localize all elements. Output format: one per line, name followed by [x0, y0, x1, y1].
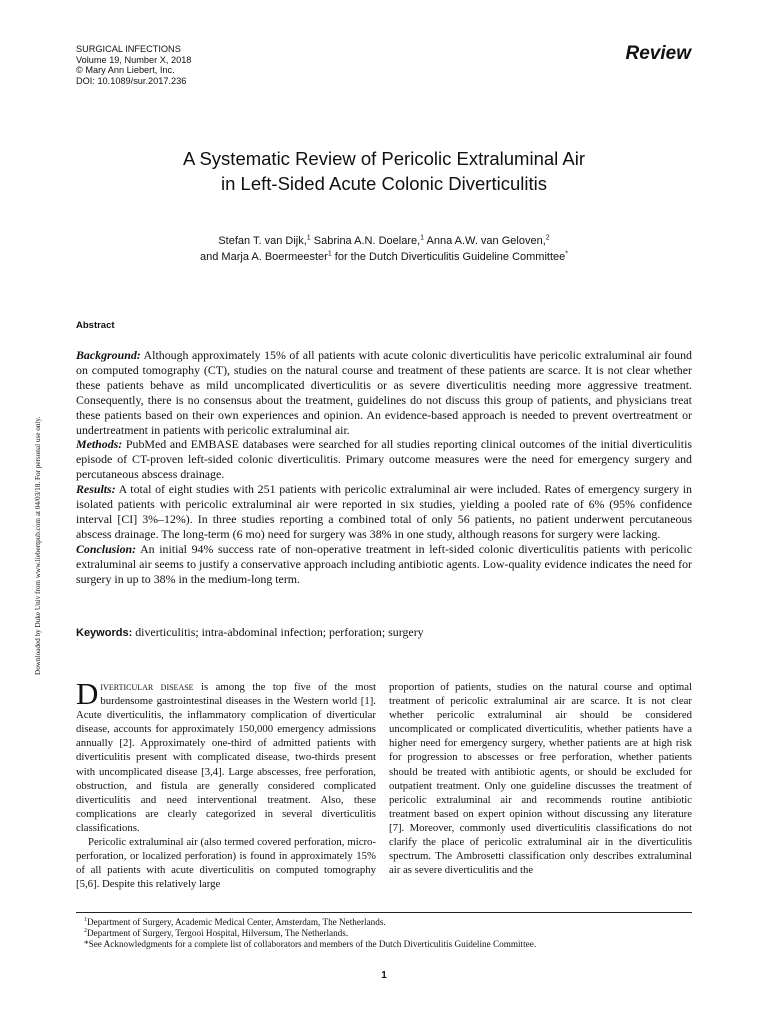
abstract-heading: Abstract: [76, 320, 115, 331]
background-text: Although approximately 15% of all patients with acute colonic diverticulitis have pericolic extraluminal air found on computed tomography (CT), studies on the natural course and treatment of these patients are scarce. It is not clear whether these patients behave as mild uncomplicated diverticulitis or as severe diverticulitis needing more aggressive treatment. Consequently, there is no consensus about the treatment, guidelines do not discuss this group of patients, and physicians treat these patients based on their own experiences and opinion. An evidence-based approach is needed to prevent overtreatment or undertreatment in patients with pericolic extraluminal air.: [76, 348, 692, 437]
author-name: Sabrina A.N. Doelare,: [310, 235, 421, 247]
abstract-conclusion: [76, 542, 692, 587]
download-notice: Downloaded by Duke Univ from www.liebertpub.com at 04/03/18. For personal use only.: [34, 416, 42, 675]
article-type-label: Review: [625, 43, 691, 64]
methods-label: Methods:: [76, 437, 123, 452]
body-paragraph: Pericolic extraluminal air (also termed covered perforation, micro- perforation, or localized perforation) is found in approximately 15% of all patients with acute diverticulitis on computed tomography [5,6]. Despite this relatively large: [76, 836, 376, 891]
conclusion-text: An initial 94% success rate of non-operative treatment in left-sided colonic diverticulitis patients with pericolic extraluminal air seems to justify a conservative approach including antibiotic agents. Low-quality evidence indicates the need for surgery in up to 38% in the medium-long term.: [76, 541, 692, 586]
article-title: [76, 146, 692, 196]
body-paragraph: [76, 676, 376, 835]
author-line-2: [76, 249, 692, 265]
author-list: [76, 233, 692, 265]
keywords-label: Keywords:: [76, 627, 133, 639]
footnote: [76, 917, 692, 928]
doi: DOI: 10.1089/sur.2017.236: [76, 75, 187, 86]
background-label: Background:: [76, 348, 141, 362]
drop-cap: D: [76, 676, 99, 711]
footnote-divider: [76, 912, 692, 913]
keywords-text: diverticulitis; intra-abdominal infection; perforation; surgery: [132, 625, 424, 639]
group-author: for the Dutch Diverticulitis Guideline Committee: [331, 251, 566, 263]
title-line-2: in Left-Sided Acute Colonic Diverticulitis: [221, 173, 547, 194]
keywords: [76, 625, 692, 641]
results-label: Results:: [76, 482, 116, 497]
journal-volume: Volume 19, Number X, 2018: [76, 54, 192, 65]
publisher: © Mary Ann Liebert, Inc.: [76, 65, 175, 76]
affiliation-mark: 2: [545, 234, 550, 242]
results-text: A total of eight studies with 251 patients with pericolic extraluminal air were included. Rates of emergency surgery in isolated patients with pericolic extraluminal air were reported in six studies, yielding a pooled rate of 6% (95% confidence interval [CI] 3%–12%). In three studies reporting a combined total of only 56 patients, no patient underwent percutaneous abscess drainage. The long-term (6 mo) need for surgery was 38% in one study, although reasons for surgery were lacking.: [76, 482, 692, 541]
conclusion-label: Conclusion:: [76, 541, 137, 556]
abstract-methods: [76, 437, 692, 482]
footnote: [76, 939, 692, 950]
footnote-text: Department of Surgery, Tergooi Hospital, Hilversum, The Netherlands.: [87, 928, 349, 939]
author-line-1: [76, 233, 692, 249]
abstract-results: [76, 482, 692, 542]
author-name: Anna A.W. van Geloven,: [424, 235, 546, 247]
footnotes: [76, 917, 692, 951]
author-name: Stefan T. van Dijk,: [218, 235, 307, 247]
footnote-mark: *: [84, 939, 89, 950]
footnote-text: See Acknowledgments for a complete list of collaborators and members of the Dutch Diverticulitis Guideline Committee.: [88, 939, 537, 950]
journal-meta: [76, 44, 191, 86]
affiliation-mark: 1: [327, 250, 332, 258]
footnote-mark: 1: [84, 916, 87, 923]
body-paragraph: proportion of patients, studies on the natural course and optimal treatment of pericolic extraluminal air are scarce. It is not clear whether pericolic extraluminal air should be considered uncomplicated or complicated diverticulitis, whether patients have a higher need for emergency surgery, whether patients are at high risk for progression to abscesses or free perforation, whether patients should be treated with antibiotic agents, or should be excluded for outpatient treatment. Only one guideline discusses the treatment of pericolic extraluminal air and recommends routine antibiotic treatment based on expert opinion without discussing any literature [7]. Moreover, commonly used diverticulitis classifications do not clarify the place of pericolic extraluminal air in the diverticulitis spectrum. The Ambrosetti classification only describes extraluminal air as severe diverticulitis and the: [389, 681, 692, 877]
lead-in-smallcaps: iverticular disease: [100, 681, 194, 693]
paragraph-text: is among the top five of the most burdensome gastrointestinal diseases in the Western world [1]. Acute diverticulitis, the inflammatory complication of diverticular disease, accounts for approximately 150,000 emergency admissions annually [2]. Approximately one-third of admitted patients with diverticulitis present with complicated disease, two-thirds present with uncomplicated disease [3,4]. Large abscesses, free perforation, obstruction, and fistula are generally considered complicated diverticulitis and need interventional treatment. Also, these complications are clearly categorized in several diverticulitis classifications.: [76, 681, 376, 834]
body-column-left: [76, 676, 376, 891]
footnote-text: Department of Surgery, Academic Medical Center, Amsterdam, The Netherlands.: [87, 917, 386, 927]
affiliation-mark: *: [565, 250, 568, 258]
footnote-mark: 2: [84, 928, 87, 935]
methods-text: PubMed and EMBASE databases were searched for all studies reporting clinical outcomes of the initial diverticulitis episode of CT-proven left-sided colonic diverticulitis. Primary outcome measures were the need for emergency surgery and percutaneous abscess drainage.: [76, 437, 692, 482]
affiliation-mark: 1: [306, 234, 311, 242]
abstract-body: [76, 348, 692, 587]
journal-name: SURGICAL INFECTIONS: [76, 44, 181, 54]
page-number: 1: [381, 970, 387, 981]
footnote: [76, 928, 692, 939]
author-name: and Marja A. Boermeester: [200, 251, 328, 263]
title-line-1: A Systematic Review of Pericolic Extraluminal Air: [183, 148, 585, 169]
body-column-right: [389, 680, 692, 877]
abstract-background: [76, 348, 692, 437]
affiliation-mark: 1: [420, 234, 425, 242]
